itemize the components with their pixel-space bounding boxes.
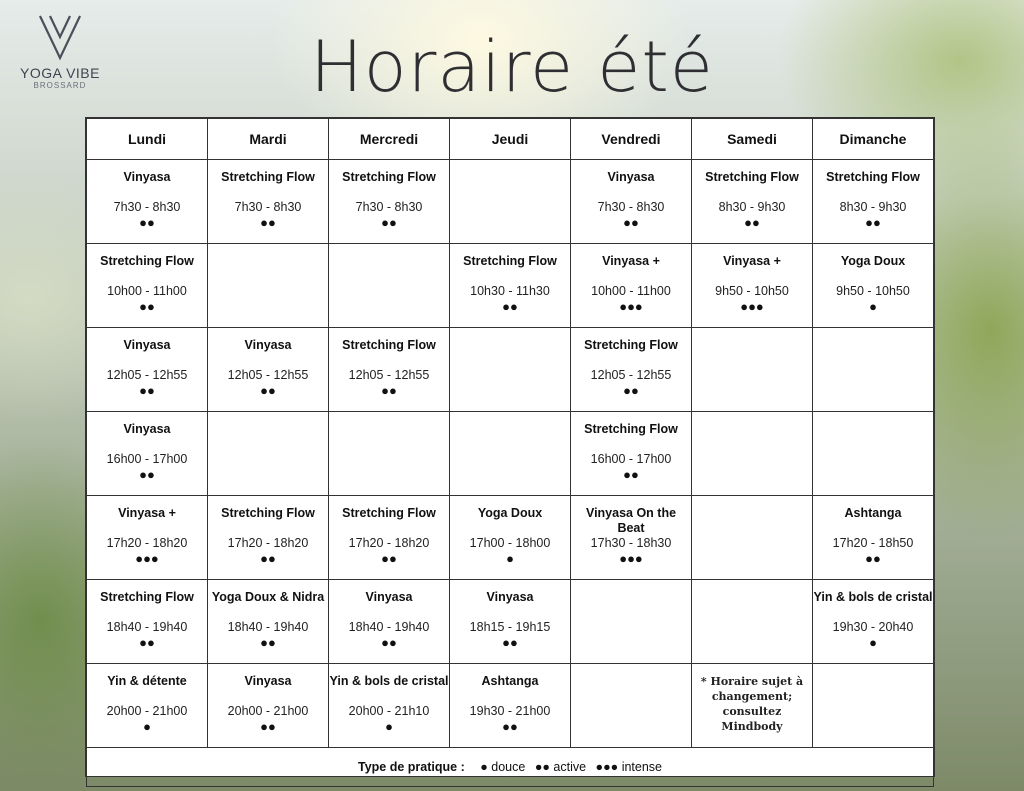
intensity-dots: ●●● (740, 299, 764, 314)
empty-slot (692, 412, 813, 496)
empty-slot (813, 328, 934, 412)
class-name: Vinyasa + (118, 506, 176, 520)
class-slot (571, 412, 692, 496)
class-slot (813, 580, 934, 664)
class-time: 20h00 - 21h10 (348, 704, 430, 718)
class-slot (87, 412, 208, 496)
schedule-note-cell (692, 664, 813, 748)
day-header: Vendredi (571, 119, 692, 160)
class-slot (87, 664, 208, 748)
class-name: Vinyasa (607, 170, 655, 184)
empty-slot (571, 664, 692, 748)
intensity-dots: ●●● (619, 551, 643, 566)
class-slot (450, 664, 571, 748)
class-name: Yin & bols de cristal (813, 590, 933, 604)
intensity-dots: ●● (502, 719, 518, 734)
class-name: Stretching Flow (463, 254, 557, 268)
class-slot (208, 328, 329, 412)
intensity-dots: ●● (865, 551, 881, 566)
time-slot-row (87, 328, 934, 412)
class-slot (87, 244, 208, 328)
class-time: 17h20 - 18h20 (348, 536, 430, 550)
empty-slot (329, 412, 450, 496)
empty-slot (813, 412, 934, 496)
empty-slot (208, 412, 329, 496)
class-name: Stretching Flow (100, 254, 194, 268)
legend-text: douce (491, 760, 526, 774)
class-time: 19h30 - 20h40 (832, 620, 914, 634)
intensity-dots: ●●● (619, 299, 643, 314)
class-time: 7h30 - 8h30 (597, 200, 665, 214)
day-header: Mercredi (329, 119, 450, 160)
legend-label: Type de pratique : (358, 760, 465, 774)
class-slot (571, 496, 692, 580)
intensity-dots: ●● (623, 467, 639, 482)
class-slot (692, 244, 813, 328)
schedule-note: * Horaire sujet à changement; consultez Mindbody (700, 675, 804, 733)
class-time: 17h20 - 18h50 (832, 536, 914, 550)
class-slot (571, 160, 692, 244)
class-slot (87, 580, 208, 664)
class-slot (813, 160, 934, 244)
class-name: Stretching Flow (584, 338, 678, 352)
class-time: 17h20 - 18h20 (227, 536, 309, 550)
class-slot (329, 664, 450, 748)
intensity-dots: ● (143, 719, 151, 734)
class-name: Vinyasa (244, 338, 292, 352)
class-slot (571, 244, 692, 328)
intensity-dots: ●● (139, 467, 155, 482)
intensity-dots: ●● (139, 383, 155, 398)
class-name: Vinyasa + (723, 254, 781, 268)
intensity-dots: ●● (381, 551, 397, 566)
empty-slot (450, 328, 571, 412)
class-time: 7h30 - 8h30 (355, 200, 423, 214)
time-slot-row (87, 412, 934, 496)
class-time: 16h00 - 17h00 (590, 452, 672, 466)
intensity-dots: ●● (502, 299, 518, 314)
legend-item-intense (596, 760, 662, 774)
class-name: Vinyasa + (602, 254, 660, 268)
class-time: 9h50 - 10h50 (715, 284, 789, 298)
class-name: Vinyasa On the Beat (585, 506, 677, 535)
intensity-dots: ●● (139, 635, 155, 650)
class-slot (208, 496, 329, 580)
class-name: Stretching Flow (705, 170, 799, 184)
time-slot-row (87, 160, 934, 244)
class-time: 20h00 - 21h00 (227, 704, 309, 718)
time-slot-row (87, 580, 934, 664)
intensity-dots: ● (869, 635, 877, 650)
class-name: Stretching Flow (584, 422, 678, 436)
legend (87, 748, 934, 787)
class-slot (87, 328, 208, 412)
empty-slot (692, 580, 813, 664)
class-slot (87, 496, 208, 580)
class-slot (450, 496, 571, 580)
intensity-dots: ●● (260, 383, 276, 398)
class-time: 8h30 - 9h30 (839, 200, 907, 214)
class-name: Vinyasa (486, 590, 534, 604)
legend-dots: ●●● (595, 760, 619, 774)
class-name: Stretching Flow (342, 170, 436, 184)
intensity-dots: ●● (381, 215, 397, 230)
class-slot (208, 160, 329, 244)
class-slot (329, 328, 450, 412)
day-header: Mardi (208, 119, 329, 160)
class-name: Vinyasa (123, 338, 171, 352)
class-slot (450, 244, 571, 328)
intensity-dots: ●● (623, 383, 639, 398)
class-time: 18h15 - 19h15 (469, 620, 551, 634)
empty-slot (571, 580, 692, 664)
class-time: 10h00 - 11h00 (591, 284, 671, 298)
class-name: Vinyasa (123, 170, 171, 184)
class-slot (329, 496, 450, 580)
class-slot (87, 160, 208, 244)
intensity-dots: ●● (260, 551, 276, 566)
class-name: Yoga Doux (477, 506, 543, 520)
legend-item-douce (480, 760, 525, 774)
intensity-dots: ●● (502, 635, 518, 650)
intensity-dots: ● (869, 299, 877, 314)
class-slot (208, 664, 329, 748)
class-name: Stretching Flow (342, 506, 436, 520)
class-time: 7h30 - 8h30 (234, 200, 302, 214)
time-slot-row (87, 496, 934, 580)
intensity-dots: ●● (260, 719, 276, 734)
day-header: Jeudi (450, 119, 571, 160)
empty-slot (329, 244, 450, 328)
class-time: 10h30 - 11h30 (470, 284, 550, 298)
class-name: Vinyasa (244, 674, 292, 688)
class-time: 7h30 - 8h30 (113, 200, 181, 214)
class-time: 17h30 - 18h30 (590, 536, 672, 550)
class-slot (450, 580, 571, 664)
class-name: Stretching Flow (221, 506, 315, 520)
class-time: 18h40 - 19h40 (227, 620, 309, 634)
class-name: Yin & détente (107, 674, 187, 688)
class-time: 12h05 - 12h55 (590, 368, 672, 382)
class-slot (208, 580, 329, 664)
empty-slot (692, 496, 813, 580)
intensity-dots: ●● (139, 299, 155, 314)
empty-slot (692, 328, 813, 412)
class-slot (329, 160, 450, 244)
intensity-dots: ●●● (135, 551, 159, 566)
legend-item-active (535, 760, 586, 774)
legend-text: active (553, 760, 587, 774)
empty-slot (813, 664, 934, 748)
class-time: 8h30 - 9h30 (718, 200, 786, 214)
class-slot (571, 328, 692, 412)
class-time: 16h00 - 17h00 (106, 452, 188, 466)
legend-text: intense (621, 760, 662, 774)
day-header: Lundi (87, 119, 208, 160)
empty-slot (450, 412, 571, 496)
class-slot (813, 244, 934, 328)
time-slot-row (87, 244, 934, 328)
class-name: Vinyasa (365, 590, 413, 604)
empty-slot (450, 160, 571, 244)
class-time: 12h05 - 12h55 (348, 368, 430, 382)
intensity-dots: ●● (865, 215, 881, 230)
intensity-dots: ●● (744, 215, 760, 230)
schedule-table (85, 117, 935, 777)
class-time: 10h00 - 11h00 (107, 284, 187, 298)
class-name: Yoga Doux (840, 254, 906, 268)
class-name: Stretching Flow (826, 170, 920, 184)
intensity-dots: ●● (260, 635, 276, 650)
legend-row (87, 748, 934, 787)
class-name: Stretching Flow (100, 590, 194, 604)
intensity-dots: ● (385, 719, 393, 734)
class-time: 17h20 - 18h20 (106, 536, 188, 550)
class-slot (692, 160, 813, 244)
intensity-dots: ●● (381, 383, 397, 398)
intensity-dots: ●● (139, 215, 155, 230)
empty-slot (208, 244, 329, 328)
logo-subtitle: BROSSARD (33, 81, 87, 90)
class-time: 12h05 - 12h55 (106, 368, 188, 382)
class-slot (329, 580, 450, 664)
class-time: 19h30 - 21h00 (469, 704, 551, 718)
intensity-dots: ●● (381, 635, 397, 650)
class-name: Ashtanga (844, 506, 902, 520)
class-name: Vinyasa (123, 422, 171, 436)
day-header-row (87, 119, 934, 160)
class-name: Stretching Flow (342, 338, 436, 352)
page-title: Horaire été (310, 26, 714, 108)
legend-dots: ● (480, 760, 488, 774)
logo-brand: YOGA VIBE (20, 65, 100, 81)
day-header: Dimanche (813, 119, 934, 160)
intensity-dots: ● (506, 551, 514, 566)
time-slot-row (87, 664, 934, 748)
day-header: Samedi (692, 119, 813, 160)
class-time: 18h40 - 19h40 (106, 620, 188, 634)
class-time: 9h50 - 10h50 (836, 284, 910, 298)
intensity-dots: ●● (623, 215, 639, 230)
class-time: 17h00 - 18h00 (469, 536, 551, 550)
class-slot (813, 496, 934, 580)
legend-dots: ●● (534, 760, 550, 774)
class-time: 12h05 - 12h55 (227, 368, 309, 382)
class-name: Yoga Doux & Nidra (211, 590, 325, 604)
class-time: 18h40 - 19h40 (348, 620, 430, 634)
intensity-dots: ●● (260, 215, 276, 230)
class-name: Ashtanga (481, 674, 539, 688)
class-name: Stretching Flow (221, 170, 315, 184)
class-name: Yin & bols de cristal (329, 674, 449, 688)
class-time: 20h00 - 21h00 (106, 704, 188, 718)
